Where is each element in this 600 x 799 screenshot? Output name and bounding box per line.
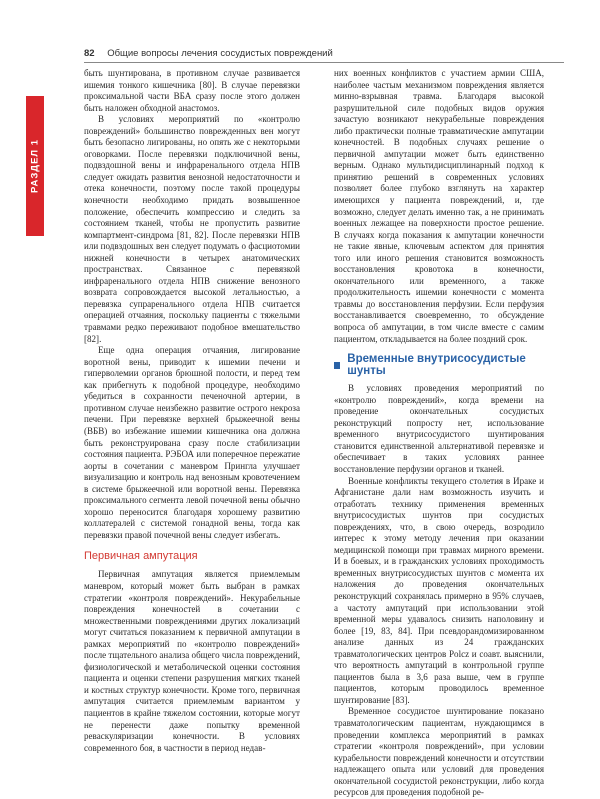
section-heading bbox=[334, 353, 544, 377]
running-title: Общие вопросы лечения сосудистых повреждений bbox=[107, 48, 333, 59]
paragraph: В условиях мероприятий по «контролю повреждений» большинство поврежденных вен могут быть безопасно лигированы, но опять же с некоторыми оговорками. После перевязки подключичной вены, подвздошной вены и инфраренального отдела НПВ следует ожидать развития венозной недостаточности и отека конечности, поэтому после такой процедуры конечности необходимо придать возвышенное положение, обеспечить компрессию и следить за состоянием тканей, чтобы не пропустить развитие компартмент-синдрома [81, 82]. После перевязки НПВ или подвздошных вен следует подумать о фасциотомии нижней конечности в четырех анатомических пространствах. Связанное с перевязкой инфраренального отдела НПВ снижение венозного возврата сопровождается высокой летальностью, а перевязка супраренального отдела НПВ считается операцией отчаяния, поскольку пациенты с тяжелыми травмами редко переживают подобное вмешательство [82]. bbox=[84, 114, 300, 344]
right-column bbox=[334, 68, 544, 799]
square-bullet-icon bbox=[334, 362, 340, 369]
paragraph: Временное сосудистое шунтирование показано травматологическим пациентам, нуждающимся в проведении комплекса мероприятий в рамках стратегии «контроля повреждений», при условии курабельности повреждений конечности и отсутствии надлежащего опыта или условий для проведения окончательной сосудистой реконструкции, либо когда ресурсов для проведения подобной ре- bbox=[334, 706, 544, 798]
paragraph: них военных конфликтов с участием армии США, наиболее частым механизмом повреждения является минно-взрывная травма. Благодаря высокой разрушительной силе подобных видов оружия зачастую возникают некурабельные повреждения либо практически полные травматические ампутации конечностей. В подобных случаях решение о первичной ампутации может быть единственно верным. Однако мультидисциплинарный подход к принятию решений в современных условиях позволяет более глубоко взглянуть на характер имеющихся у пациента повреждений, и, где возможно, следует делать именно так, а не принимать военных лежащее на поверхности простое решение. В случаях когда показания к ампутации конечности не такие явные, ключевым аспектом для принятия того или иного решения становится возможность восстановления кровотока в конечности, окончательного или временного, а также продолжительность ишемии конечности с момента травмы до восстановления перфузии. Если перфузия восстанавливается своевременно, то обсуждение вопроса об ампутации, в том числе вместе с самим пациентом, откладывается на более поздний срок. bbox=[334, 68, 544, 344]
header-divider bbox=[84, 62, 564, 63]
subheading-primary-amputation: Первичная ампутация bbox=[84, 550, 198, 563]
paragraph: Первичная ампутация является приемлемым маневром, который может быть выбран в рамках стратегии «контроля повреждений». Некурабельные повреждения конечностей в сочетании с множественными повреждениями других локализаций могут считаться показанием к первичной ампутации в рамках мероприятий по «контролю повреждений» после тщательного анализа общего числа повреждений, физиологической и метаболической оценки состояния пациента и оценки степени разрушения мягких тканей и костных структур конечности. Кроме того, первичная ампутация считается приемлемым вариантом у пациентов в крайне тяжелом состоянии, которые могут не перенести даже попытку временной реваскуляризации конечности. В условиях современного боя, в частности в период недав- bbox=[84, 569, 300, 753]
paragraph: В условиях проведения мероприятий по «контролю повреждений», когда времени на проведение окончательных сосудистых реконструкций попросту нет, использование временного внутрисосудистого шунтирования становится единственной альтернативой перевязке и обеспечивает в таких условиях раннее восстановление перфузии органов и тканей. bbox=[334, 383, 544, 474]
section-tab bbox=[26, 96, 44, 236]
paragraph: Военные конфликты текущего столетия в Ираке и Афганистане дали нам возможность изучить и отработать технику применения временных внутрисосудистых шунтов при сосудистых повреждениях, что, в свою очередь, возродило интерес к этому методу лечения при оказании медицинской помощи при травмах мирного времени. И в боевых, и в гражданских условиях проходимость временных внутрисосудистых шунтов с момента их наложения до проведения окончательных реконструкций сохранялась примерно в 95% случаев, а частоту ампутаций при использовании этой временной меры удавалось снизить наполовину и более [19, 83, 84]. При псевдорандомизированном анализе данных из 24 гражданских травматологических центров Polcz и соавт. выяснили, что вероятность ампутаций в контрольной группе пациентов была в 3,6 раза выше, чем в группе пациентов, которым проводилось временное шунтирование [83]. bbox=[334, 475, 544, 705]
section-tab-label: РАЗДЕЛ 1 bbox=[29, 138, 41, 194]
left-column bbox=[84, 68, 300, 754]
section-heading-text: Временные внутрисосудистые шунты bbox=[347, 353, 526, 378]
paragraph: быть шунтирована, в противном случае развивается ишемия тонкого кишечника [80]. В случае перевязки проксимальной части ВБА сразу после этого должен быть наложен обходной анастомоз. bbox=[84, 68, 300, 113]
paragraph: Еще одна операция отчаяния, лигирование воротной вены, приводит к ишемии печени и гиперволемии органов брюшной полости, и перед тем как прибегнуть к подобной процедуре, необходимо убедиться в сохранности печеночной артерии, в противном случае неизбежно развитие острого некроза печени. При перевязке верхней брыжеечной вены (ВБВ) во избежание ишемии кишечника она должна быть реконструирована сразу после стабилизации состояния пациента. РЭБОА или поперечное пережатие аорты в сочетании с маневром Прингла улучшает визуализацию и контроль над венозным кровотечением в системе брыжеечной или воротной вены. Перевязка проксимального сегмента левой почечной вены обычно хорошо переносится благодаря хорошему развитию коллатералей с системой гонадной вены, тогда как перевязки правой почечной вены следует избегать. bbox=[84, 345, 300, 540]
page-header bbox=[84, 48, 333, 59]
page-number: 82 bbox=[84, 48, 95, 59]
